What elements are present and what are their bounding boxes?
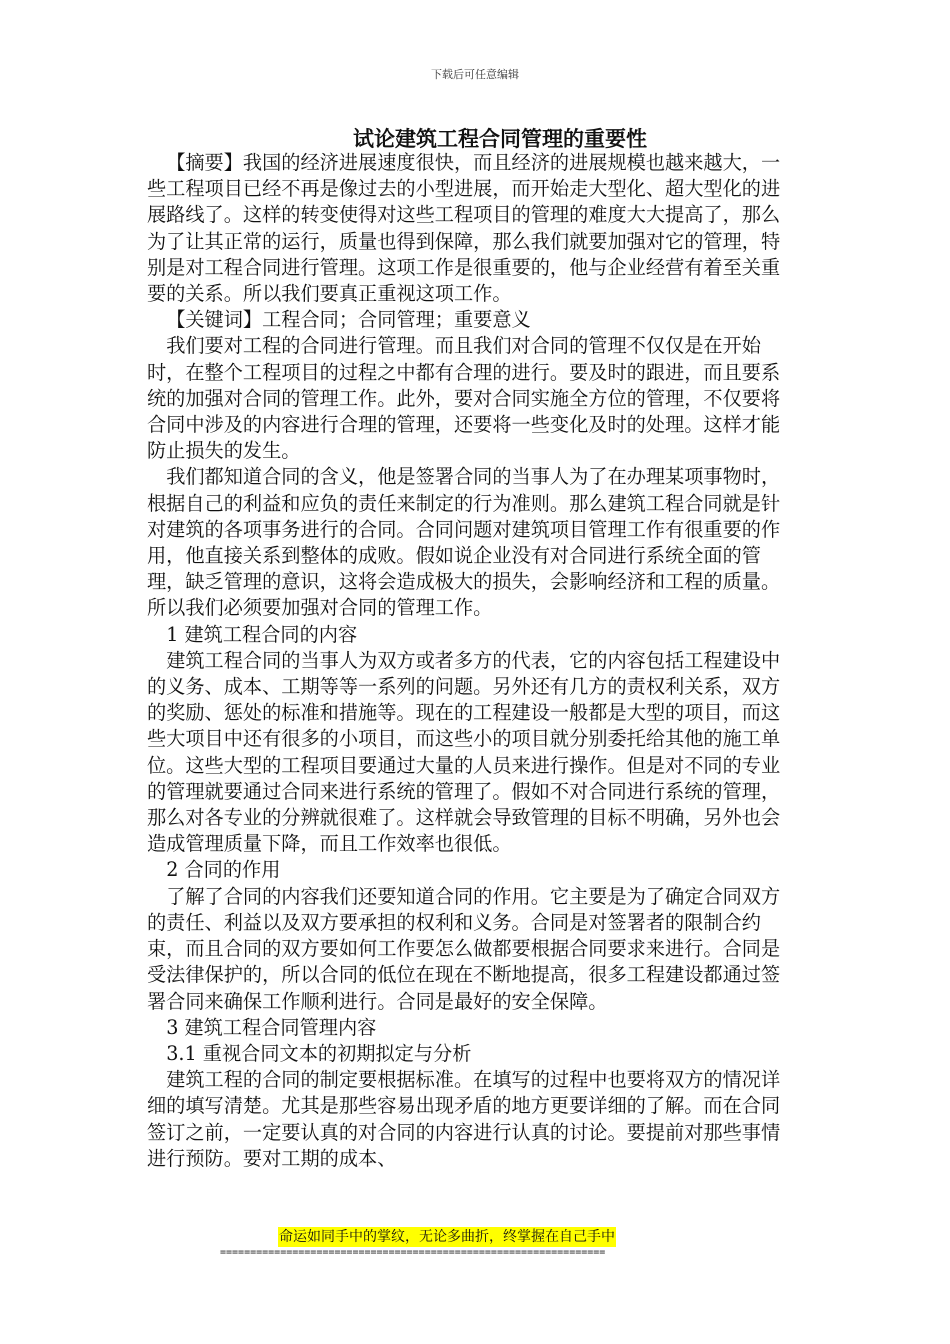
- footer-tagline: 命运如同手中的掌纹，无论多曲折，终掌握在自己手中: [279, 1229, 615, 1245]
- section-heading: 2 合同的作用: [166, 858, 281, 882]
- document-title: 试论建筑工程合同管理的重要性: [353, 126, 647, 151]
- body-paragraph: 我们都知道合同的含义，他是签署合同的当事人为了在办理某项事物时，根据自己的利益和应负的责任来制定的行为准则。那么建筑工程合同就是针对建筑的各项事务进行的合同。合同问题对建筑项目管理工作有很重要的作用，他直接关系到整体的成败。假如说企业没有对合同进行系统全面的管理，缺乏管理的意识，这将会造成极大的损失，会影响经济和工程的质量。所以我们必须要加强对合同的管理工作。: [147, 465, 781, 620]
- section-heading: 3 建筑工程合同管理内容: [166, 1015, 377, 1039]
- page-header: 下载后可任意编辑: [431, 68, 519, 81]
- body-paragraph: 建筑工程合同的当事人为双方或者多方的代表，它的内容包括工程建设中的义务、成本、工期等等一系列的问题。另外还有几方的责权利关系，双方的奖励、惩处的标准和措施等。现在的工程建设一般都是大型的项目，而这些大项目中还有很多的小项目，而这些小的项目就分别委托给其他的施工单位。这些大型的工程项目要通过大量的人员来进行操作。但是对不同的专业的管理就要通过合同来进行系统的管理了。假如不对合同进行系统的管理，那么对各专业的分辨就很难了。这样就会导致管理的目标不明确，另外也会造成管理质量下降，而且工作效率也很低。: [147, 648, 781, 856]
- section-heading: 1 建筑工程合同的内容: [166, 622, 358, 646]
- footer-divider: ================================================================: [220, 1247, 606, 1258]
- body-paragraph: 了解了合同的内容我们还要知道合同的作用。它主要是为了确定合同双方的责任、利益以及双方要承担的权利和义务。合同是对签署者的限制合约束，而且合同的双方要如何工作要怎么做都要根据合同要求来进行。合同是受法律保护的，所以合同的低位在现在不断地提高，很多工程建设都通过签署合同来确保工作顺利进行。合同是最好的安全保障。: [147, 884, 781, 1013]
- keywords-paragraph: 【关键词】工程合同；合同管理；重要意义: [166, 308, 531, 332]
- body-paragraph: 建筑工程的合同的制定要根据标准。在填写的过程中也要将双方的情况详细的填写清楚。尤其是那些容易出现矛盾的地方更要详细的了解。而在合同签订之前，一定要认真的对合同的内容进行认真的讨论。要提前对那些事情进行预防。要对工期的成本、: [147, 1068, 781, 1170]
- document-body: [147, 150, 787, 1172]
- body-paragraph: 我们要对工程的合同进行管理。而且我们对合同的管理不仅仅是在开始时，在整个工程项目的过程之中都有合理的进行。要及时的跟进，而且要系统的加强对合同的管理工作。此外，要对合同实施全方位的管理，不仅要将合同中涉及的内容进行合理的管理，还要将一些变化及时的处理。这样才能防止损失的发生。: [147, 334, 781, 463]
- abstract-paragraph: 【摘要】我国的经济进展速度很快，而且经济的进展规模也越来越大，一些工程项目已经不再是像过去的小型进展，而开始走大型化、超大型化的进展路线了。这样的转变使得对这些工程项目的管理的难度大大提高了，那么为了让其正常的运行，质量也得到保障，那么我们就要加强对它的管理，特别是对工程合同进行管理。这项工作是很重要的，他与企业经营有着至关重要的关系。所以我们要真正重视这项工作。: [147, 151, 781, 306]
- subsection-heading: 3.1 重视合同文本的初期拟定与分析: [166, 1041, 472, 1065]
